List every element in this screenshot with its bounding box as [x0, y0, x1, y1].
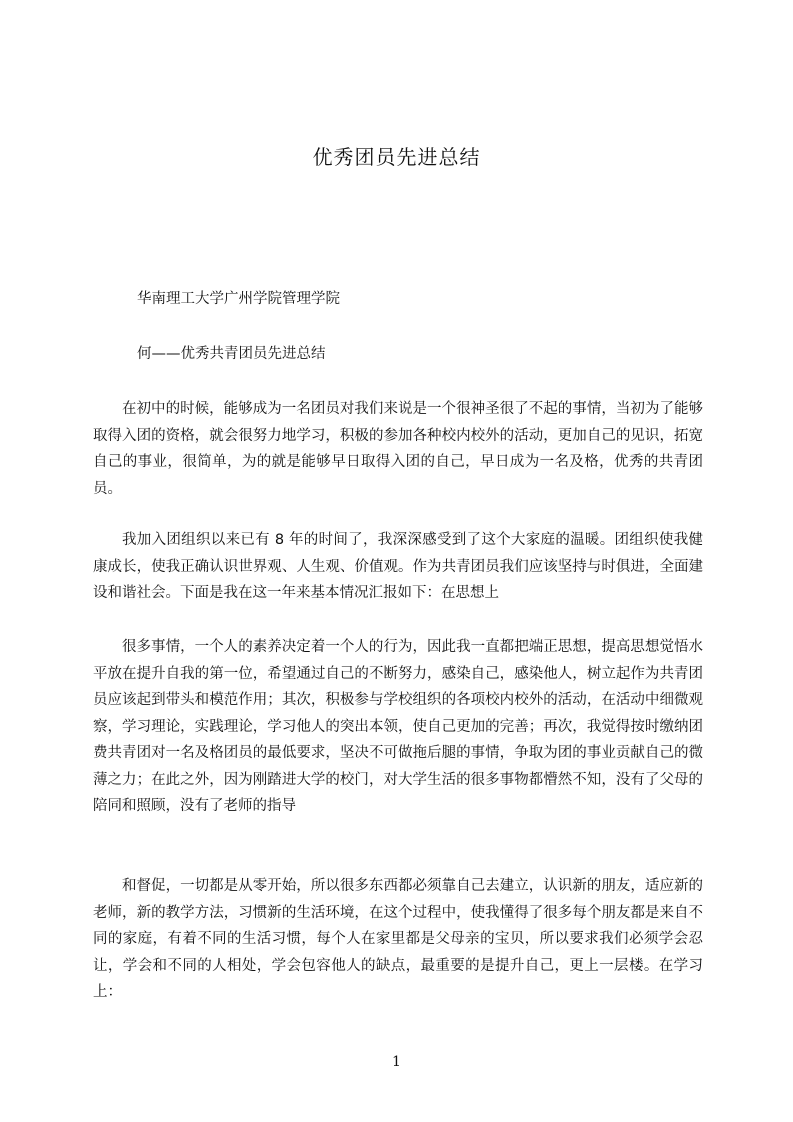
paragraph-1: 在初中的时候，能够成为一名团员对我们来说是一个很神圣很了不起的事情，当初为了能够取得入团的资格，就会很努力地学习，积极的参加各种校内校外的活动，更加自己的见识，拓宽自己的事业，很简单，为的就是能够早日取得入团的自己，早日成为一名及格，优秀的共青团员。	[93, 401, 703, 497]
paragraph-3: 很多事情，一个人的素养决定着一个人的行为，因此我一直都把端正思想，提高思想觉悟水平放在提升自我的第一位，希望通过自己的不断努力，感染自己，感染他人，树立起作为共青团员应该起到带头和模范作用；其次，积极参与学校组织的各项校内校外的活动，在活动中细微观察，学习理论，实践理论，学习他人的突出本领，使自己更加的完善；再次，我觉得按时缴纳团费共青团对一名及格团员的最低要求，坚决不可做拖后腿的事情，争取为团的事业贡献自己的微薄之力；在此之外，因为刚踏进大学的校门，对大学生活的很多事物都懵然不知，没有了父母的陪同和照顾，没有了老师的指导	[93, 639, 703, 814]
paragraph-4: 和督促，一切都是从零开始，所以很多东西都必须靠自己去建立，认识新的朋友，适应新的老师，新的教学方法，习惯新的生活环境，在这个过程中，使我懂得了很多每个朋友都是来自不同的家庭，有着不同的生活习惯，每个人在家里都是父母亲的宝贝，所以要求我们必须学会忍让，学会和不同的人相处，学会包容他人的缺点，最重要的是提升自己，更上一层楼。在学习上：	[93, 878, 703, 1000]
paragraph-2: 我加入团组织以来已有 8 年的时间了，我深深感受到了这个大家庭的温暖。团组织使我健康成长，使我正确认识世界观、人生观、价值观。作为共青团员我们应该坚持与时俱进，全面建设和谐社会。下面是我在这一年来基本情况汇报如下：在思想上	[93, 532, 703, 601]
school-name: 华南理工大学广州学院管理学院	[137, 291, 340, 307]
document-title: 优秀团员先进总结	[312, 145, 481, 169]
document-subtitle: 何——优秀共青团员先进总结	[137, 346, 326, 362]
page-number: 1	[392, 1054, 401, 1070]
